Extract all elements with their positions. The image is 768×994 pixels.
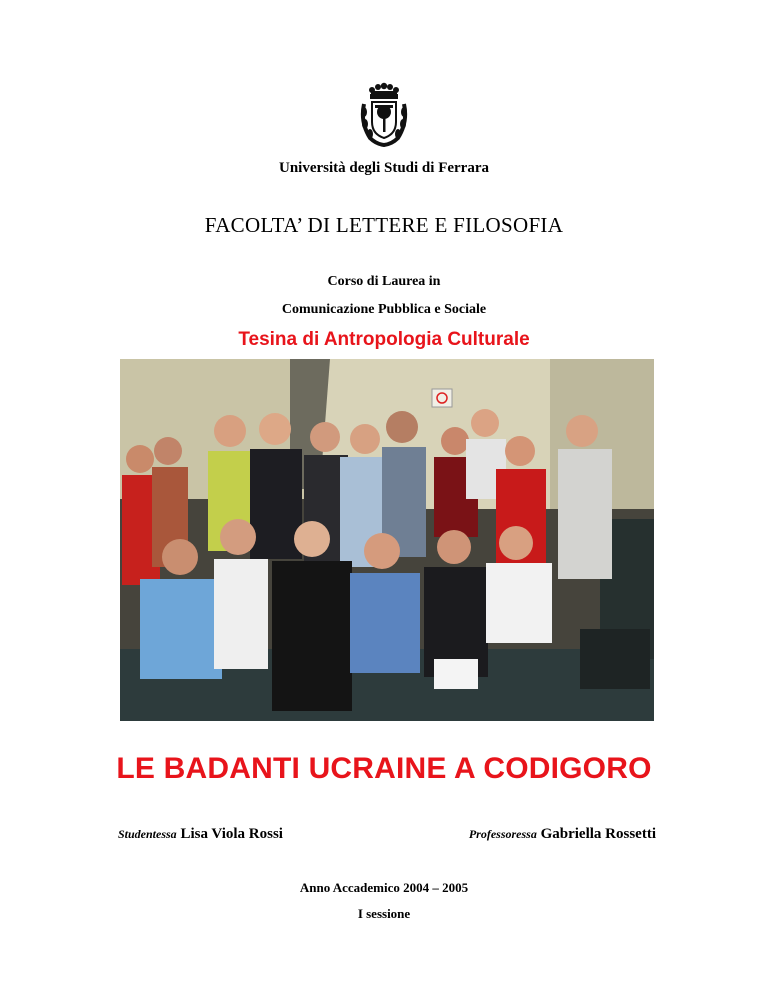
professor-credit bbox=[469, 826, 656, 843]
main-title: LE BADANTI UCRAINE A CODIGORO bbox=[116, 752, 652, 785]
student-credit bbox=[118, 826, 283, 843]
student-name: Lisa Viola Rossi bbox=[180, 826, 283, 842]
course-line-2: Comunicazione Pubblica e Sociale bbox=[281, 302, 487, 317]
thesis-type: Tesina di Antropologia Culturale bbox=[238, 329, 530, 350]
faculty-name: FACOLTA’ DI LETTERE E FILOSOFIA bbox=[204, 213, 564, 237]
course-line-1: Corso di Laurea in bbox=[327, 274, 441, 289]
university-name: Università degli Studi di Ferrara bbox=[279, 160, 489, 176]
university-crest-icon bbox=[356, 82, 412, 148]
professor-name: Gabriella Rossetti bbox=[540, 826, 656, 842]
student-role: Studentessa bbox=[118, 827, 177, 841]
professor-role: Professoressa bbox=[468, 827, 537, 841]
academic-year: Anno Accademico 2004 – 2005 bbox=[299, 880, 469, 895]
group-photo bbox=[120, 359, 654, 721]
session: I sessione bbox=[357, 906, 411, 921]
